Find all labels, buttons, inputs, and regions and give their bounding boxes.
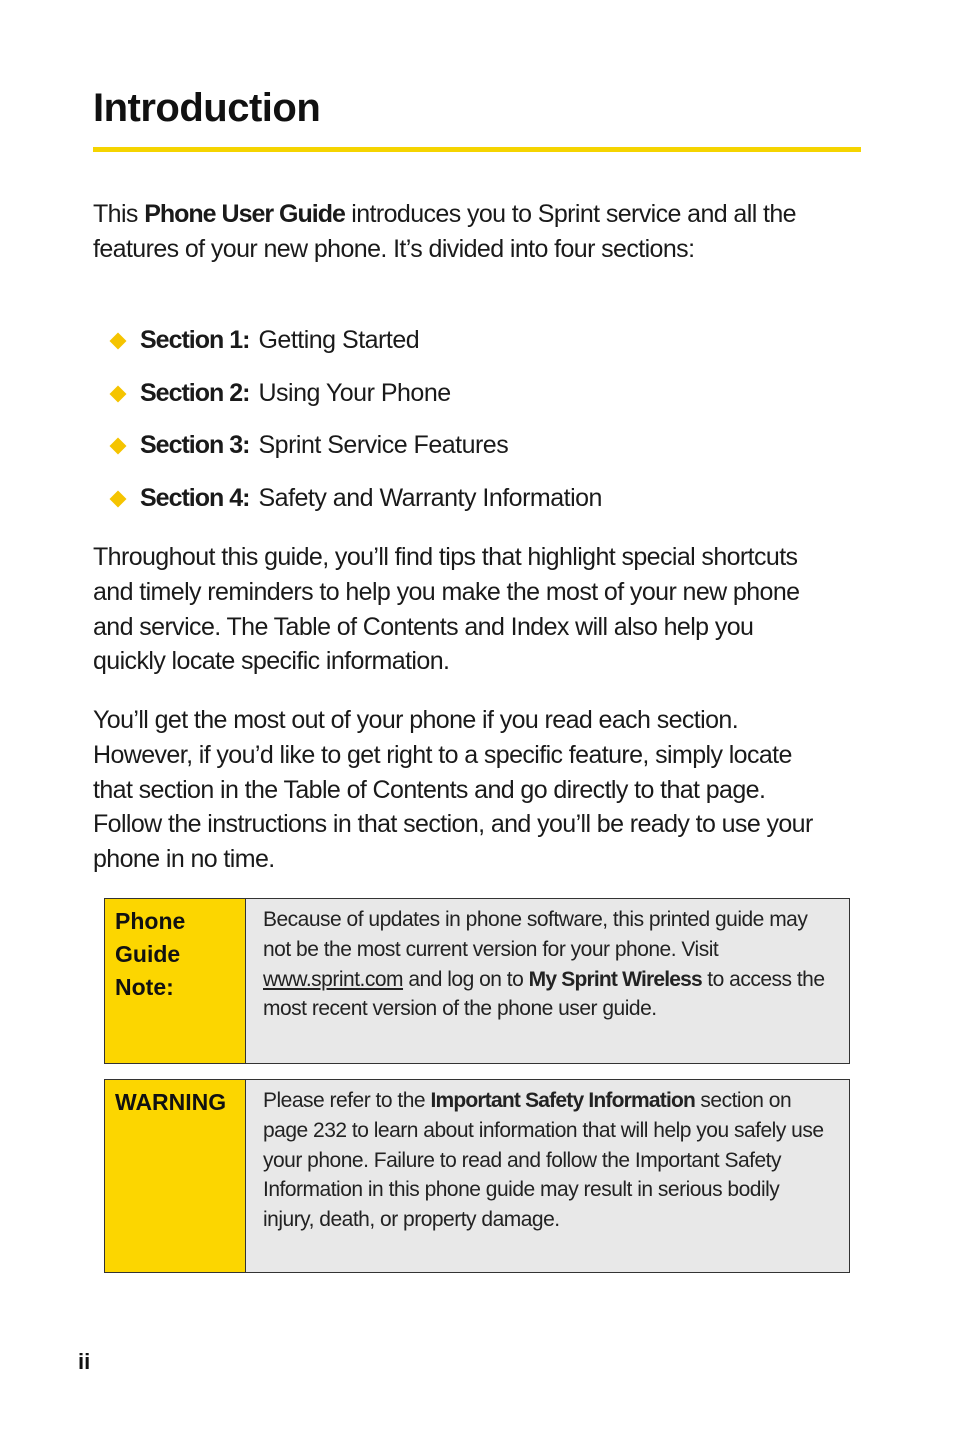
phone-guide-note-box — [104, 898, 850, 1064]
note-text-bold: My Sprint Wireless — [528, 967, 702, 991]
diamond-bullet-icon — [110, 438, 127, 455]
warning-text-post: section on page 232 to learn about information that will help you safely use your phone. Failure to read and follow the Important Safety Information in this phone guide may result in serious bodily injury, death, or property damage. — [263, 1089, 824, 1232]
diamond-bullet-icon — [110, 490, 127, 507]
warning-text-pre: Please refer to the — [263, 1089, 431, 1112]
diamond-bullet-icon — [110, 385, 127, 402]
title-rule — [93, 147, 861, 152]
note-text-pre: Because of updates in phone software, this printed guide may not be the most current version for your phone. Visit — [263, 908, 808, 961]
warning-text — [246, 1080, 849, 1272]
section-label: Section 3: — [140, 431, 250, 460]
intro-bold: Phone User Guide — [144, 200, 345, 228]
list-item — [110, 428, 602, 481]
list-item — [110, 481, 602, 534]
section-label: Section 2: — [140, 378, 250, 407]
intro-post: introduces you to Sprint service and all the features of your new phone. It’s divided into four sections: — [93, 200, 796, 263]
section-label: Section 1: — [140, 326, 250, 354]
diamond-bullet-icon — [110, 333, 127, 350]
tips-paragraph: Throughout this guide, you’ll find tips that highlight special shortcuts and timely reminders to help you make the most of your new phone and service. The Table of Contents and Index will also help you quickly locate specific information. — [93, 543, 800, 676]
section-label: Section 4: — [140, 483, 250, 512]
section-list — [110, 323, 602, 533]
warning-box — [104, 1079, 850, 1273]
sprint-link[interactable]: www.sprint.com — [263, 967, 404, 991]
note-text-post: to access the most recent version of the phone user guide. — [263, 967, 825, 1021]
section-name: Getting Started — [258, 326, 420, 354]
list-item — [110, 323, 602, 376]
section-name: Using Your Phone — [258, 378, 451, 407]
warning-text-bold: Important Safety Information — [430, 1089, 696, 1112]
note-text-mid: and log on to — [403, 967, 529, 991]
note-text — [246, 899, 849, 1063]
page-title: Introduction — [93, 86, 321, 130]
list-item — [110, 376, 602, 429]
section-name: Sprint Service Features — [258, 431, 509, 460]
note-label: Phone Guide Note: — [105, 899, 246, 1063]
warning-label: WARNING — [105, 1080, 246, 1272]
most-paragraph: You’ll get the most out of your phone if you read each section. However, if you’d like to get right to a specific feature, simply locate that section in the Table of Contents and go directly to that page. Follow the instructions in that section, and you’ll be ready to use your phone in no time. — [93, 706, 813, 874]
intro-pre: This — [93, 200, 145, 228]
section-name: Safety and Warranty Information — [258, 483, 602, 512]
page-number: ii — [78, 1349, 91, 1374]
intro-paragraph — [93, 197, 813, 267]
